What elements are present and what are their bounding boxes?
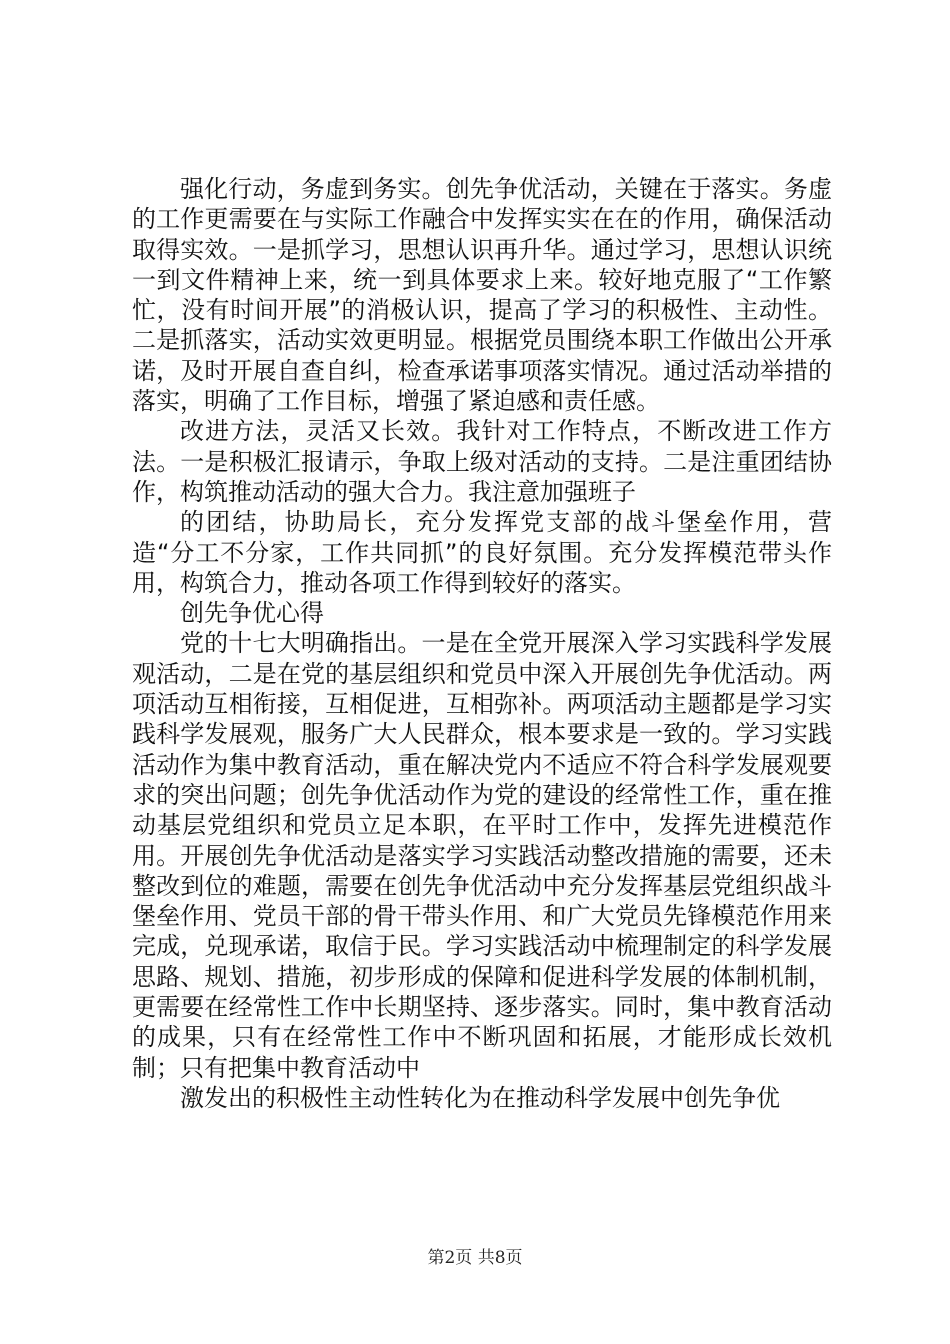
page-footer: 第2页 共8页: [427, 1248, 523, 1268]
paragraph-unity: 的团结，协助局长，充分发挥党支部的战斗堡垒作用，营造“分工不分家，工作共同抓”的良好氛围。充分发挥模范带头作用，构筑合力，推动各项工作得到较好的落实。: [132, 508, 832, 597]
paragraph-congress: 党的十七大明确指出。一是在全党开展深入学习实践科学发展观活动，二是在党的基层组织和党员中深入开展创先争优活动。两项活动互相衔接，互相促进，互相弥补。两项活动主题都是学习实践科学发展观，服务广大人民群众，根本要求是一致的。学习实践活动作为集中教育活动，重在解决党内不适应不符合科学发展观要求的突出问题；创先争优活动作为党的建设的经常性工作，重在推动基层党组织和党员立足本职，在平时工作中，发挥先进模范作用。开展创先争优活动是落实学习实践活动整改措施的需要，还未整改到位的难题，需要在创先争优活动中充分发挥基层党组织战斗堡垒作用、党员干部的骨干带头作用、和广大党员先锋模范作用来完成，兑现承诺，取信于民。学习实践活动中梳理制定的科学发展思路、规划、措施，初步形成的保障和促进科学发展的体制机制，更需要在经常性工作中长期坚持、逐步落实。同时，集中教育活动的成果，只有在经常性工作中不断巩固和拓展，才能形成长效机制；只有把集中教育活动中: [132, 629, 832, 1082]
section-heading: 创先争优心得: [180, 599, 324, 628]
paragraph-continuation: 激发出的积极性主动性转化为在推动科学发展中创先争优: [180, 1083, 780, 1112]
paragraph-method: 改进方法，灵活又长效。我针对工作特点，不断改进工作方法。一是积极汇报请示，争取上级对活动的支持。二是注重团结协作，构筑推动活动的强大合力。我注意加强班子: [132, 417, 832, 506]
document-body: [132, 174, 832, 1113]
paragraph-action: 强化行动，务虚到务实。创先争优活动，关键在于落实。务虚的工作更需要在与实际工作融合中发挥实实在在的作用，确保活动取得实效。一是抓学习，思想认识再升华。通过学习，思想认识统一到文件精神上来，统一到具体要求上来。较好地克服了“工作繁忙，没有时间开展”的消极认识，提高了学习的积极性、主动性。二是抓落实，活动实效更明显。根据党员围绕本职工作做出公开承诺，及时开展自查自纠，检查承诺事项落实情况。通过活动举措的落实，明确了工作目标，增强了紧迫感和责任感。: [132, 175, 832, 416]
